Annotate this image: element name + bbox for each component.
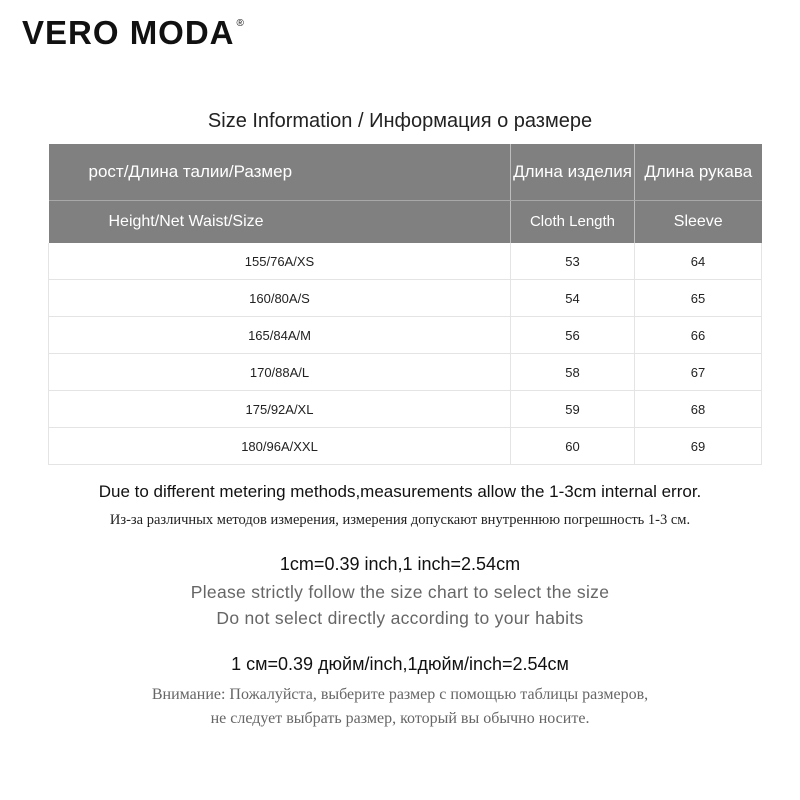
brand-logo — [22, 14, 245, 52]
sleeve-cell: 69 — [635, 428, 762, 465]
table-row — [49, 354, 762, 391]
sleeve-cell: 67 — [635, 354, 762, 391]
length-cell: 56 — [511, 317, 635, 354]
size-cell: 155/76A/XS — [49, 243, 511, 280]
length-cell: 54 — [511, 280, 635, 317]
brand-name: VERO MODA — [22, 14, 235, 51]
size-cell: 180/96A/XXL — [49, 428, 511, 465]
size-cell: 170/88A/L — [49, 354, 511, 391]
advice-ru-2: не следует выбрать размер, который вы обычно носите. — [210, 710, 590, 727]
header-row-ru — [49, 144, 762, 201]
conversion-ru: 1 см=0.39 дюйм/inch,1дюйм/inch=2.54см — [231, 654, 569, 674]
table-row — [49, 391, 762, 428]
header-sleeve-en: Sleeve — [635, 201, 762, 244]
header-row-en — [49, 201, 762, 244]
metering-note-en: Due to different metering methods,measurements allow the 1-3cm internal error. — [98, 482, 702, 501]
header-length-en: Cloth Length — [511, 201, 635, 244]
length-cell: 59 — [511, 391, 635, 428]
conversion-en: 1cm=0.39 inch,1 inch=2.54cm — [279, 554, 521, 574]
page-title: Size Information / Информация о размере — [207, 110, 593, 132]
sleeve-cell: 65 — [635, 280, 762, 317]
header-sleeve-ru: Длина рукава — [635, 144, 762, 201]
header-length-ru: Длина изделия — [511, 144, 635, 201]
size-cell: 165/84A/M — [49, 317, 511, 354]
size-table — [48, 144, 762, 465]
advice-ru-1: Внимание: Пожалуйста, выберите размер с помощью таблицы размеров, — [151, 686, 649, 703]
size-cell: 160/80A/S — [49, 280, 511, 317]
table-row — [49, 428, 762, 465]
header-size-en: Height/Net Waist/Size — [49, 201, 511, 244]
sleeve-cell: 64 — [635, 243, 762, 280]
advice-en-1: Please strictly follow the size chart to select the size — [190, 582, 610, 602]
sleeve-cell: 66 — [635, 317, 762, 354]
registered-mark: ® — [236, 18, 245, 29]
table-row — [49, 317, 762, 354]
length-cell: 58 — [511, 354, 635, 391]
sleeve-cell: 68 — [635, 391, 762, 428]
metering-note-ru: Из-за различных методов измерения, измерения допускают внутреннюю погрешность 1-3 см. — [109, 512, 691, 528]
table-row — [49, 280, 762, 317]
size-cell: 175/92A/XL — [49, 391, 511, 428]
length-cell: 53 — [511, 243, 635, 280]
advice-en-2: Do not select directly according to your habits — [216, 608, 584, 628]
header-size-ru: рост/Длина талии/Размер — [49, 144, 511, 201]
table-row — [49, 243, 762, 280]
length-cell: 60 — [511, 428, 635, 465]
